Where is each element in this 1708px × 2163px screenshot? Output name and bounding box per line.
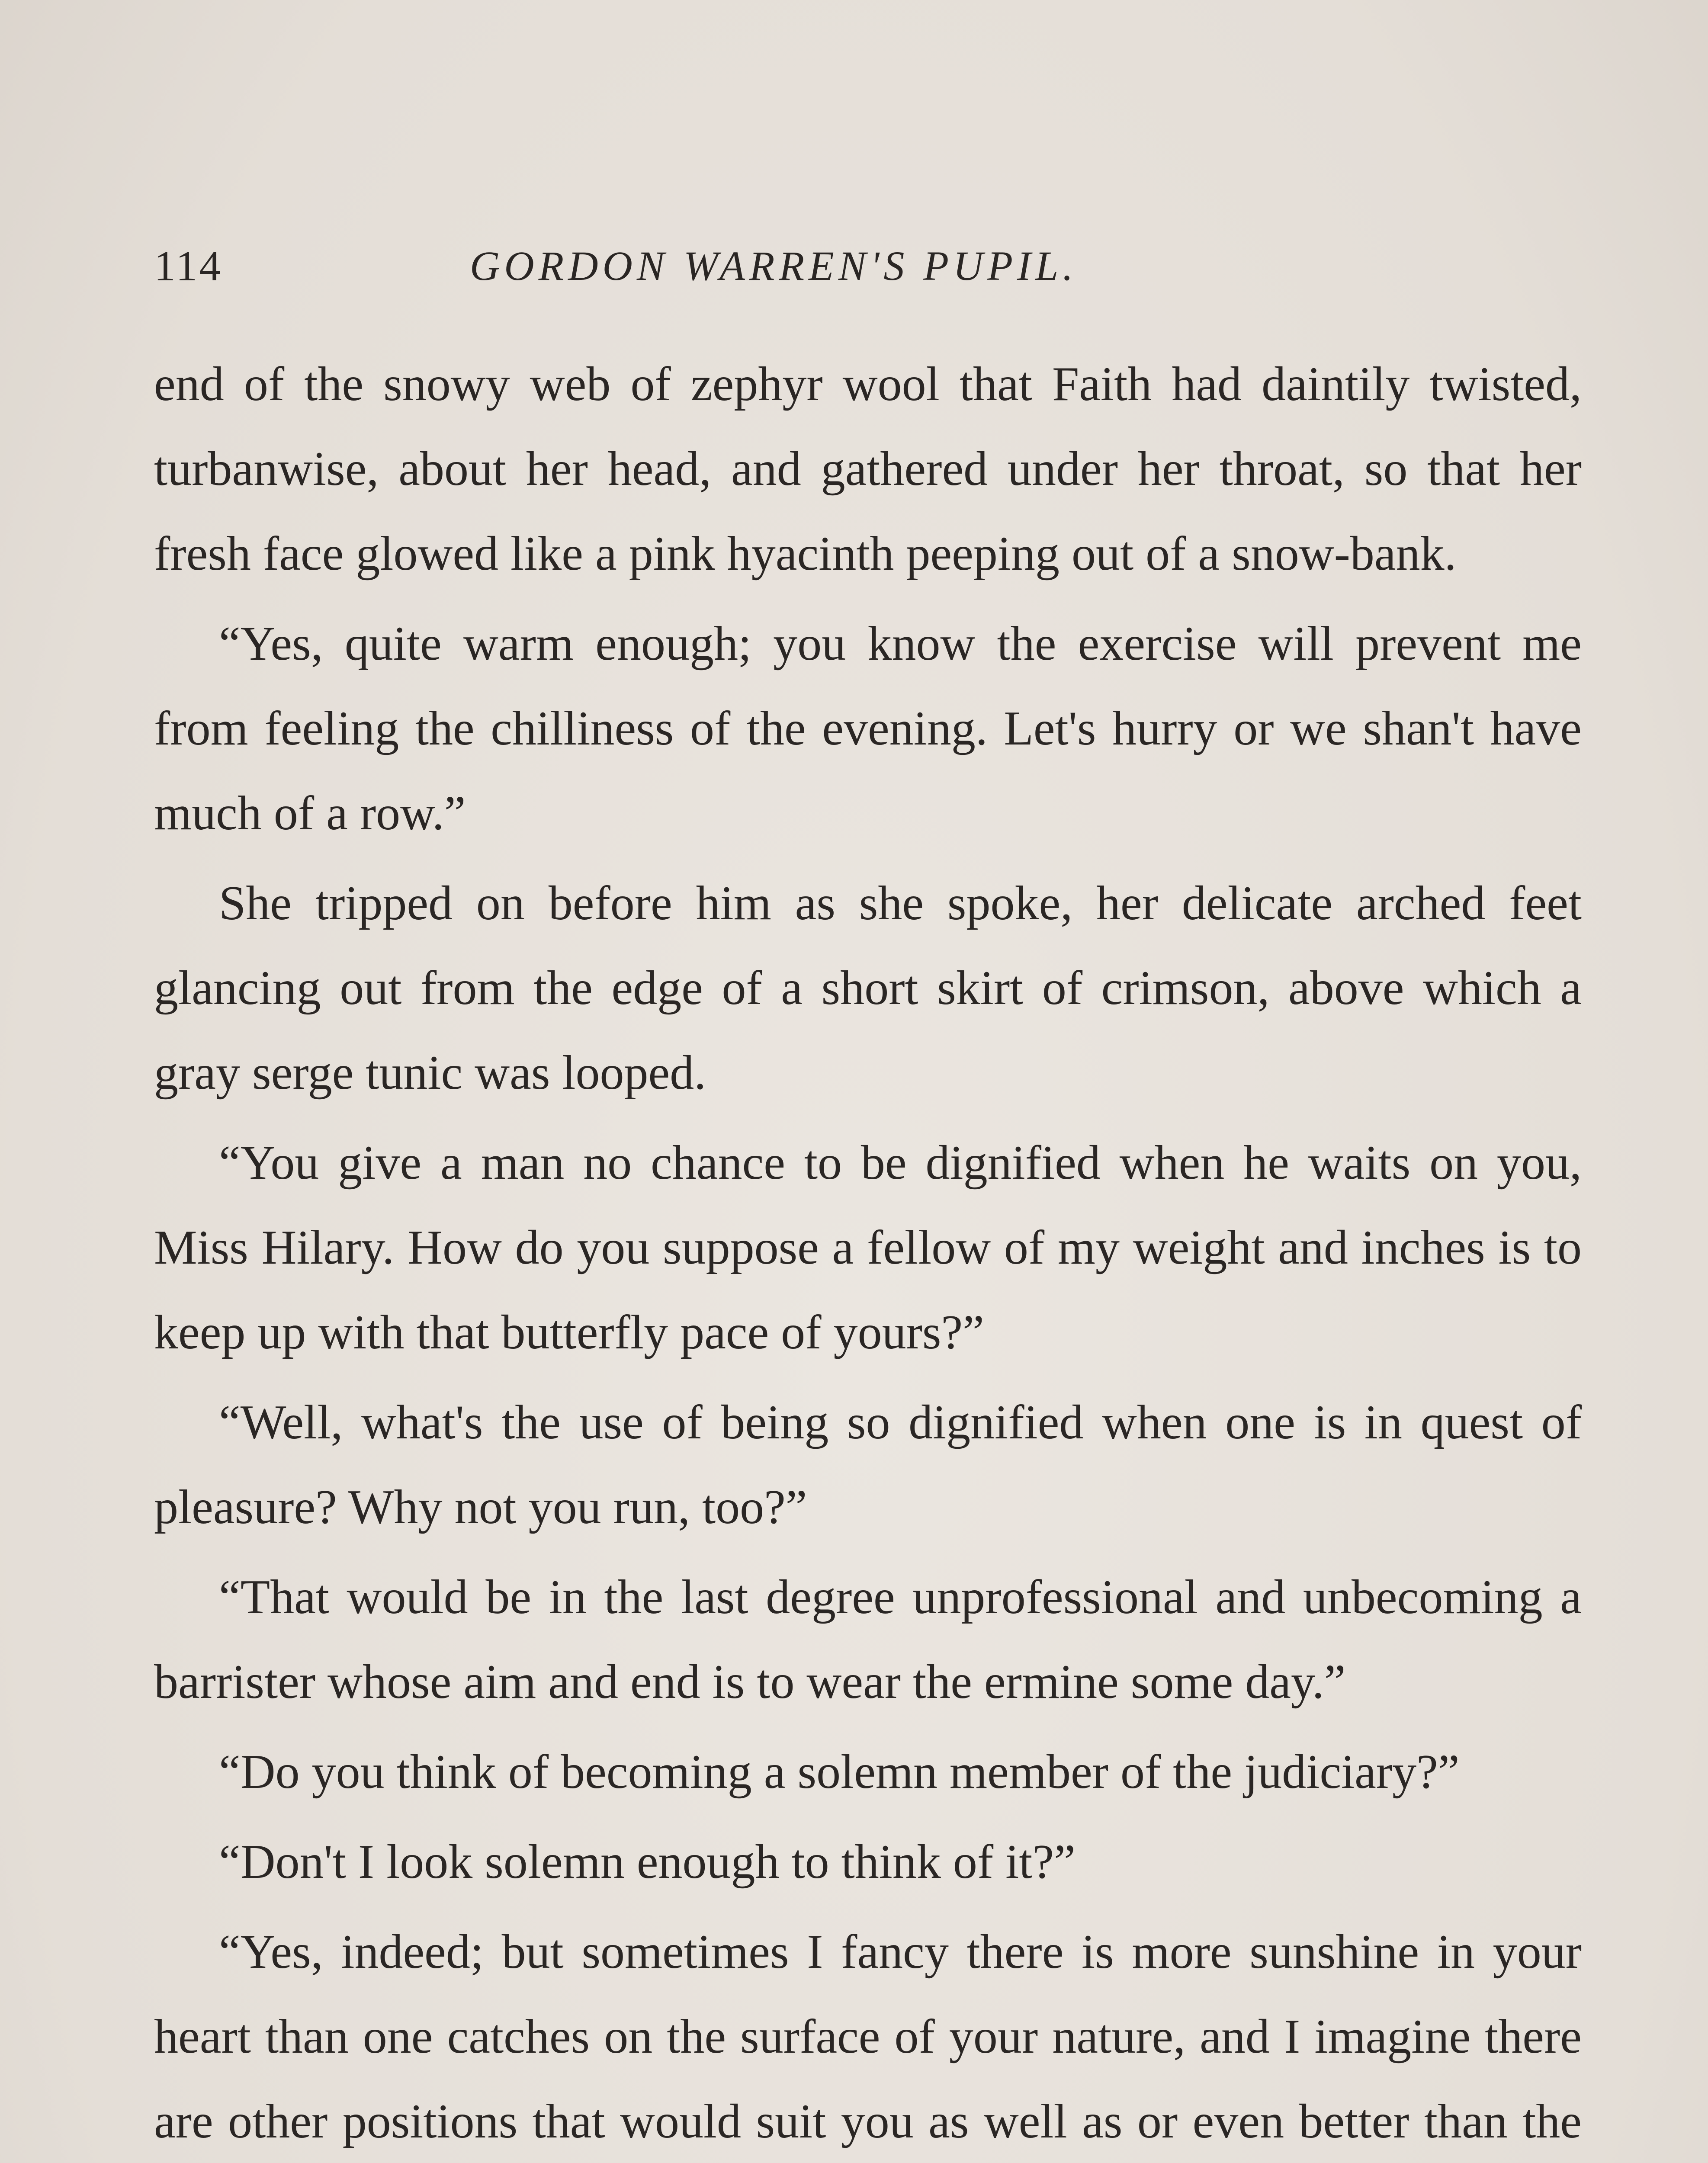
paragraph: “That would be in the last degree unprofessional and unbecoming a barrister whose aim and end is to wear the ermine some day.” <box>154 1570 1582 1709</box>
body-text <box>154 342 1582 2163</box>
paragraph: “Yes, quite warm enough; you know the exercise will prevent me from feeling the chilliness of the evening. Let's hurry or we shan't have much of a row.” <box>154 617 1582 840</box>
paragraph: “Well, what's the use of being so dignified when one is in quest of pleasure? Why not you run, too?” <box>154 1396 1582 1534</box>
paragraph: “Do you think of becoming a solemn member of the judiciary?” <box>219 1745 1460 1799</box>
paragraph: “Don't I look solemn enough to think of it?” <box>219 1835 1076 1889</box>
running-title: GORDON WARREN'S PUPIL. <box>470 243 1078 289</box>
paragraph: She tripped on before him as she spoke, her delicate arched feet glancing out from the edge of a short skirt of crimson, above which a gray serge tunic was looped. <box>154 876 1582 1100</box>
paragraph: end of the snowy web of zephyr wool that Faith had daintily twisted, turbanwise, about her head, and gathered under her throat, so that her fresh face glowed like a pink hyacinth peeping out of a snow-bank. <box>154 357 1582 581</box>
paragraph: “Yes, indeed; but sometimes I fancy there is more sunshine in your heart than one catches on the surface of your nature, and I imagine there are other positions that would suit you as well as or even better than the <box>154 1925 1582 2148</box>
paragraph: “You give a man no chance to be dignified when he waits on you, Miss Hilary. How do you suppose a fellow of my weight and inches is to keep up with that butterfly pace of yours?” <box>154 1136 1582 1359</box>
page-header <box>154 234 1322 298</box>
page-number: 114 <box>154 242 223 290</box>
